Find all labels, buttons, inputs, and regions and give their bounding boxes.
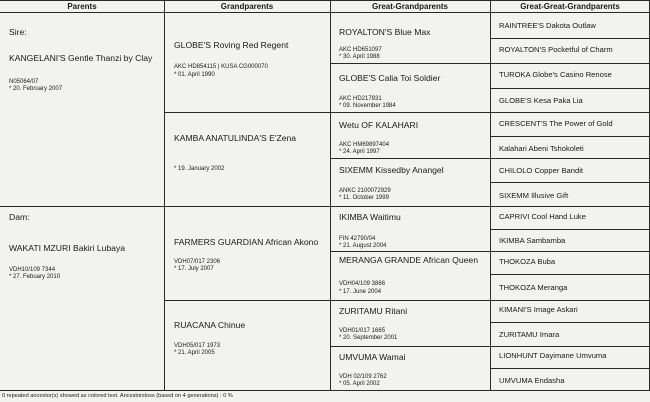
rule-gp-3 [164, 300, 650, 301]
sire-fmm: GLOBE'S Kesa Paka Lia [499, 96, 583, 105]
rule-gggp-5 [490, 136, 650, 137]
dam-fmm: THOKOZA Meranga [499, 283, 568, 292]
dam-mm-reg: VDH 02/109 2762 [339, 374, 387, 380]
sire-label: Sire: [9, 27, 27, 37]
sire-ff-name: ROYALTON'S Blue Max [339, 27, 431, 37]
sire-mm-name: SIXEMM Kissedby Anangel [339, 165, 444, 175]
rule-col-3 [490, 0, 491, 391]
rule-col-2 [330, 0, 331, 391]
rule-bottom [0, 390, 650, 391]
sire-father-dob: * 01. April 1990 [174, 72, 215, 78]
sire-mmm: SIXEMM Illusive Gift [499, 191, 569, 200]
sire-father-name: GLOBE'S Roving Red Regent [174, 40, 289, 50]
dam-ff-name: IKIMBA Waitimu [339, 212, 401, 222]
dam-mfm: ZURITAMU Imara [499, 330, 560, 339]
sire-mf-reg: AKC HM69897404 [339, 142, 390, 148]
dam-ff-dob: * 21. August 2004 [339, 243, 387, 249]
dam-father-name: FARMERS GUARDIAN African Akono [174, 237, 319, 247]
sire-mother-dob: * 19. January 2002 [174, 166, 225, 172]
rule-header-bottom [0, 12, 650, 13]
dam-ffm: IKIMBA Sambamba [499, 236, 566, 245]
dam-fm-dob: * 17. June 2004 [339, 289, 382, 295]
rule-sire-dam [0, 206, 650, 207]
header-great-great-grandparents: Great-Great-Grandparents [520, 2, 620, 11]
dam-mf-reg: VDH01/017 1665 [339, 328, 386, 334]
sire-mm-dob: * 11. October 1999 [339, 195, 389, 201]
rule-gggp-9 [490, 229, 650, 230]
rule-col-1 [164, 0, 165, 391]
dam-mother-dob: * 21. April 2005 [174, 350, 215, 356]
sire-mf-name: Wetu OF KALAHARI [339, 120, 419, 130]
dam-mf-name: ZURITAMU Ritani [339, 306, 408, 316]
sire-ffm: ROYALTON'S Pocketful of Charm [499, 45, 613, 54]
dam-name: WAKATI MZURI Bakiri Lubaya [9, 243, 126, 253]
dam-fmf: THOKOZA Buba [499, 257, 556, 266]
sire-ff-reg: AKC HD651097 [339, 47, 382, 53]
sire-mfm: Kalahari Abeni Tshokoleti [499, 144, 584, 153]
sire-mm-reg: ANKC 2100072929 [339, 188, 391, 194]
dam-father-reg: VDH07/017 2306 [174, 259, 221, 265]
sire-fm-reg: AKC HD217831 [339, 96, 382, 102]
sire-fmf: TUROKA Globe's Casino Renose [499, 70, 612, 79]
footer-note: 0 repeated ancestor(s) showed as colored text. Ancestorsloss (based on 4 generations) : 0 % [2, 393, 233, 399]
sire-fff: RAINTREE'S Dakota Outlaw [499, 21, 596, 30]
sire-mf-dob: * 24. April 1997 [339, 149, 380, 155]
dam-fff: CAPRIVI Cool Hand Luke [499, 212, 586, 221]
sire-fm-name: GLOBE'S Calia Toi Soldier [339, 73, 441, 83]
dam-fm-name: MERANGA GRANDE African Queen [339, 255, 478, 265]
sire-name: KANGELANI'S Gentle Thanzi by Clay [9, 53, 153, 63]
rule-gggp-3 [490, 88, 650, 89]
dam-mf-dob: * 20. September 2001 [339, 335, 398, 341]
dam-ff-reg: FIN 42790/04 [339, 236, 376, 242]
dam-mmm: UMVUMA Endasha [499, 376, 565, 385]
dam-label: Dam: [9, 212, 30, 222]
rule-gp-1 [164, 112, 650, 113]
sire-reg: N05064/07 [9, 79, 39, 85]
header-parents: Parents [67, 2, 97, 11]
rule-gggp-11 [490, 274, 650, 275]
dam-mm-name: UMVUMA Wamai [339, 352, 406, 362]
dam-fm-reg: VDH04/109 3866 [339, 281, 386, 287]
sire-father-reg: AKC HD854115 | KUSA CG000070 [174, 64, 268, 70]
header-grandparents: Grandparents [220, 2, 274, 11]
sire-ff-dob: * 30. April 1988 [339, 54, 380, 60]
rule-gggp-15 [490, 368, 650, 369]
sire-dob: * 20. February 2007 [9, 86, 63, 92]
rule-gggp-13 [490, 322, 650, 323]
sire-mff: CRESCENT'S The Power of Gold [499, 119, 613, 128]
dam-mmf: LIONHUNT Dayimane Umvuma [499, 351, 607, 360]
rule-gggp-7 [490, 182, 650, 183]
dam-reg: VDH10/109 7344 [9, 267, 56, 273]
dam-father-dob: * 17. July 2007 [174, 266, 214, 272]
dam-mother-reg: VDH05/017 1973 [174, 343, 221, 349]
rule-gggp-1 [490, 38, 650, 39]
dam-mm-dob: * 05. April 2002 [339, 381, 380, 387]
sire-fm-dob: * 09. November 1984 [339, 103, 396, 109]
dam-dob: * 27. Febuary 2010 [9, 274, 61, 280]
dam-mother-name: RUACANA Chinue [174, 320, 246, 330]
header-great-grandparents: Great-Grandparents [371, 2, 449, 11]
rule-top [0, 0, 650, 1]
dam-mff: KIMANI'S Image Askari [499, 305, 578, 314]
sire-mmf: CHILOLO Copper Bandit [499, 166, 583, 175]
sire-mother-name: KAMBA ANATULINDA'S E'Zena [174, 133, 297, 143]
